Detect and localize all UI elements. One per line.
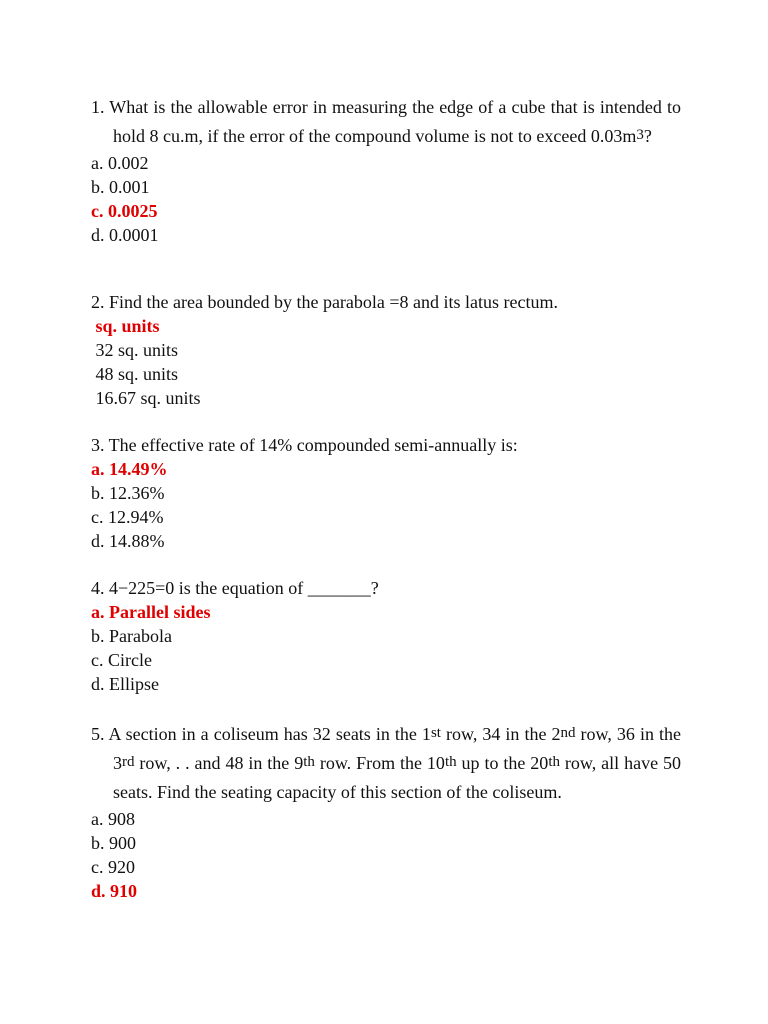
- question-4-option-c: c. Circle: [91, 650, 152, 670]
- question-4-option-a-answer: a. Parallel sides: [91, 602, 211, 622]
- question-1: [91, 93, 681, 247]
- question-3-option-b: b. 12.36%: [91, 483, 165, 503]
- superscript: st: [430, 725, 441, 741]
- question-2-option-3: 48 sq. units: [91, 364, 179, 384]
- question-3-stem: 3. The effective rate of 14% compounded semi-annually is:: [91, 435, 518, 455]
- superscript: th: [444, 754, 457, 770]
- question-2-option-1-answer: sq. units: [91, 316, 160, 336]
- question-4: [91, 576, 681, 696]
- question-4-stem: 4. 4−225=0 is the equation of _______?: [91, 578, 379, 598]
- question-5: [91, 720, 681, 903]
- question-4-option-d: d. Ellipse: [91, 674, 159, 694]
- question-2-option-2: 32 sq. units: [91, 340, 179, 360]
- question-5-option-c: c. 920: [91, 857, 135, 877]
- question-1-stem: 1. What is the allowable error in measuring the edge of a cube that is intended to hold 8 cu.m, if the error of the compound volume is not to exceed $0.03m^3$?: [91, 97, 681, 146]
- question-2-stem: 2. Find the area bounded by the parabola =8 and its latus rectum.: [91, 292, 559, 312]
- question-1-option-b: b. 0.001: [91, 177, 150, 197]
- superscript: rd: [122, 754, 135, 770]
- superscript: nd: [560, 725, 576, 741]
- superscript: 3: [636, 127, 644, 143]
- superscript: th: [303, 754, 315, 770]
- question-1-option-a: a. 0.002: [91, 153, 149, 173]
- question-3: [91, 433, 681, 553]
- question-1-option-c-answer: c. 0.0025: [91, 201, 158, 221]
- question-5-option-d-answer: d. 910: [91, 881, 138, 901]
- question-5-stem: 5. A section in a coliseum has 32 seats in the 1st row, 34 in the 2nd row, 36 in the 3rd row, . . and 48 in the 9th row. From the 10th up to the 20th row, all have 50 seats. Find the seating capacity of this section of the coliseum.: [91, 724, 681, 802]
- superscript: th: [548, 754, 560, 770]
- question-2: [91, 290, 681, 410]
- question-5-option-a: a. 908: [91, 809, 135, 829]
- question-1-option-d: d. 0.0001: [91, 225, 159, 245]
- question-2-option-4: 16.67 sq. units: [91, 388, 201, 408]
- question-3-option-a-answer: a. 14.49%: [91, 459, 168, 479]
- question-5-option-b: b. 900: [91, 833, 136, 853]
- question-3-option-c: c. 12.94%: [91, 507, 164, 527]
- question-4-option-b: b. Parabola: [91, 626, 172, 646]
- question-3-option-d: d. 14.88%: [91, 531, 165, 551]
